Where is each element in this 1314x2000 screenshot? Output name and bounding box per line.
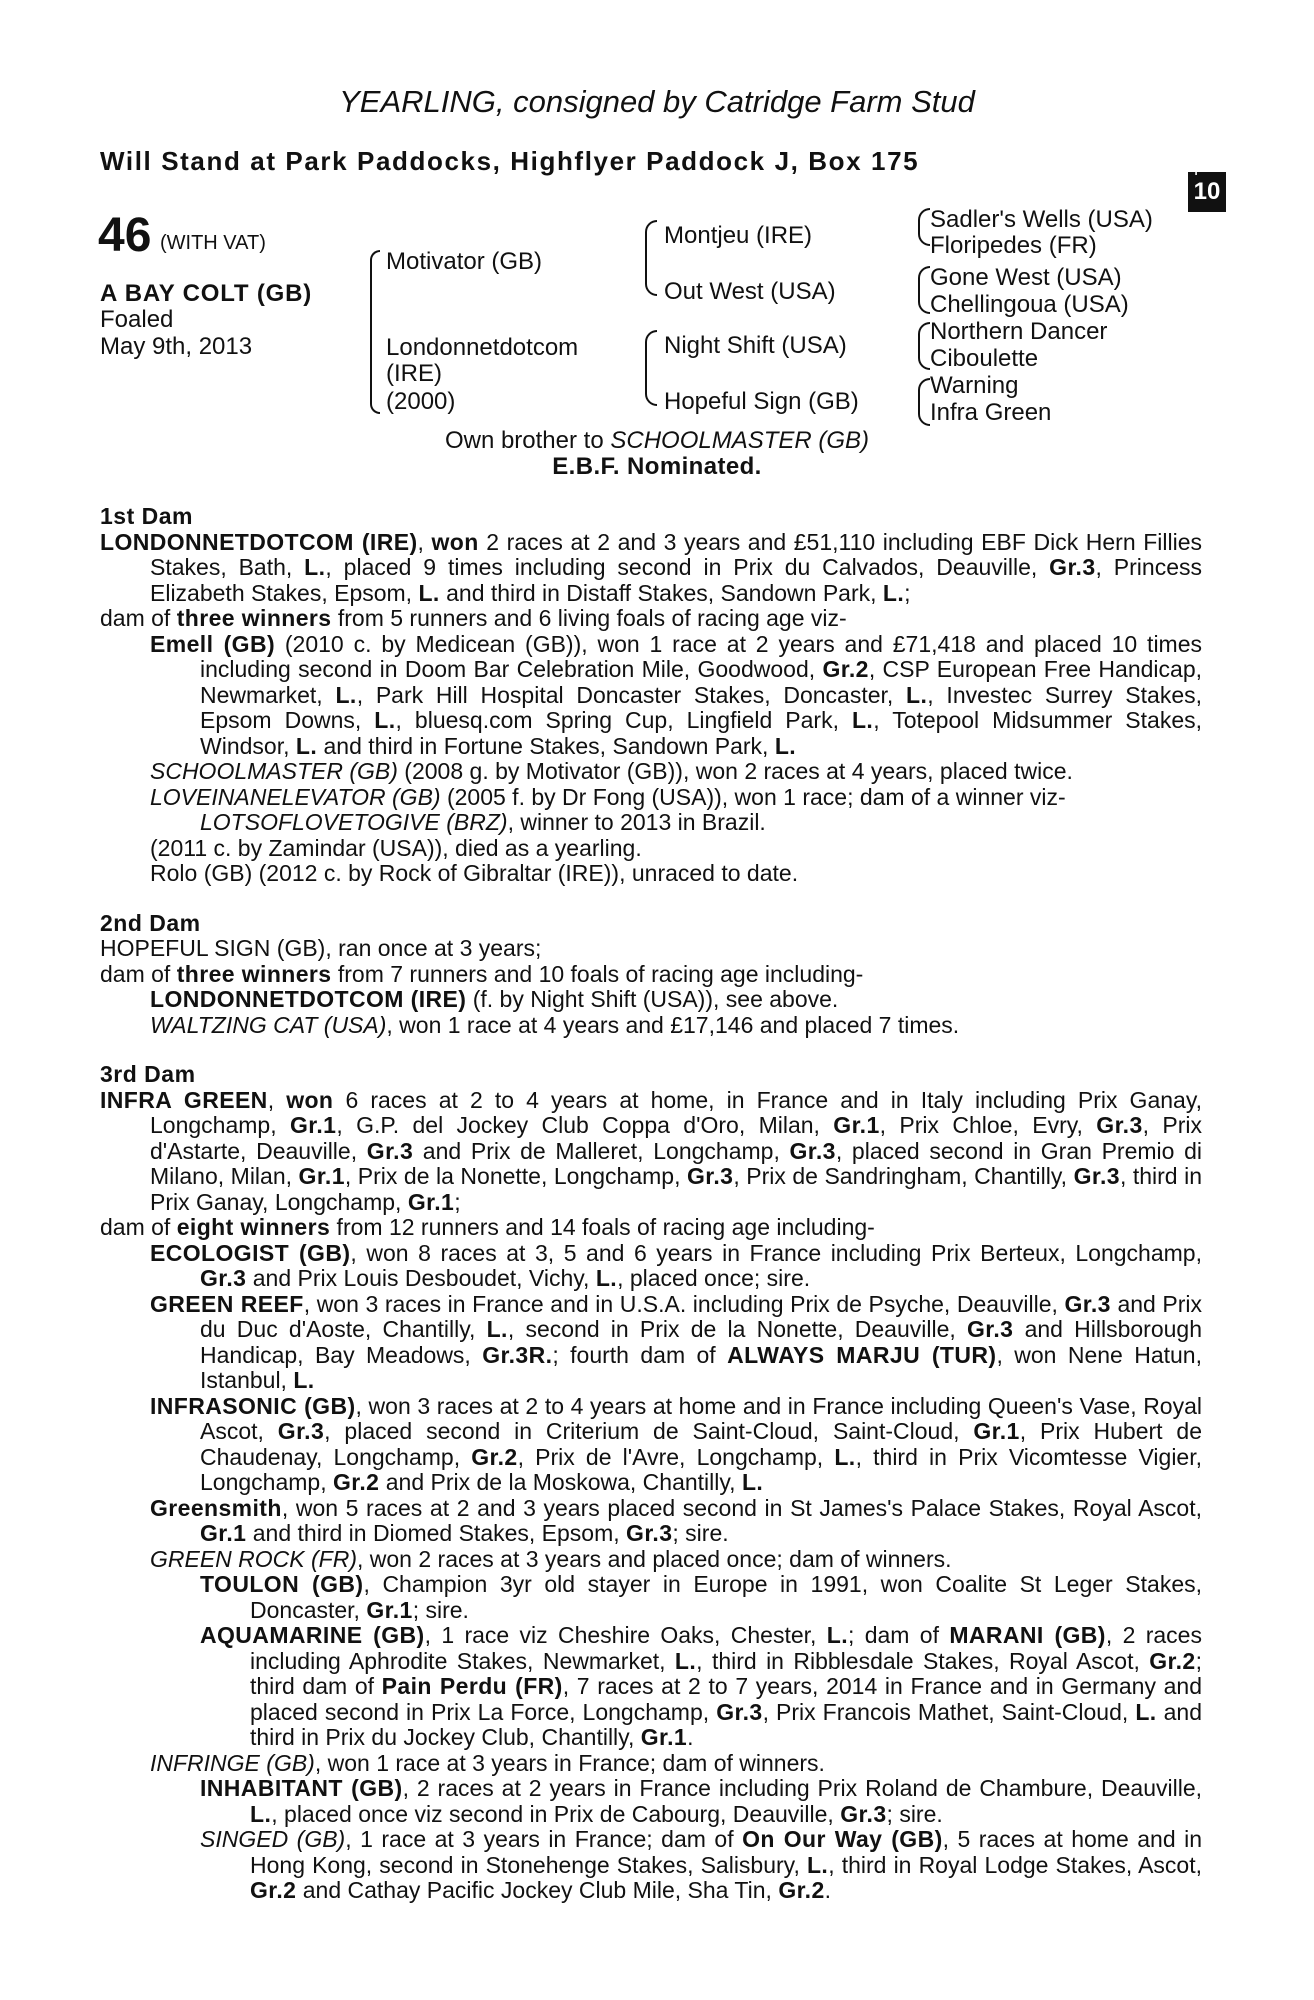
pedigree-dam-1: Londonnetdotcom (386, 334, 579, 361)
pedigree-dd: Hopeful Sign (GB) (664, 388, 859, 415)
produce-rolo: Rolo (GB) (2012 c. by Rock of Gibraltar (IRE)), unraced to date. (150, 860, 799, 886)
lot-number: 46 (98, 209, 152, 262)
pedigree-dsd: Ciboulette (930, 345, 1039, 372)
dam-produce-1: dam of three winners from 5 runners and 6 living foals of racing age viz- (100, 605, 847, 631)
dam-produce-2: dam of three winners from 7 runners and 10 foals of racing age including- (100, 960, 864, 987)
pedigree-ddd: Infra Green (930, 399, 1052, 426)
stand-location: Will Stand at Park Paddocks, Highflyer Paddock J, Box 175 (100, 146, 920, 176)
pedigree-brace-gen1 (370, 250, 380, 414)
pedigree-brace-ds (918, 322, 930, 370)
pedigree-dss: Northern Dancer (930, 318, 1108, 345)
pedigree-ssd: Floripedes (FR) (930, 232, 1097, 259)
pedigree-ss: Montjeu (IRE) (664, 222, 813, 249)
pedigree-sd: Out West (USA) (664, 278, 836, 305)
produce-londonnetdotcom: LONDONNETDOTCOM (IRE) (f. by Night Shift (USA)), see above. (150, 986, 839, 1012)
pedigree-sire: Motivator (GB) (386, 248, 543, 275)
dam-produce-3: dam of eight winners from 12 runners and 14 foals of racing age including- (100, 1214, 875, 1240)
produce-2011: (2011 c. by Zamindar (USA)), died as a yearling. (150, 834, 642, 861)
section-title-3rd-dam: 3rd Dam (100, 1061, 196, 1087)
produce-loveinanelevator: LOVEINANELEVATOR (GB) (2005 f. by Dr Fong (USA)), won 1 race; dam of a winner viz- (150, 783, 1066, 810)
pedigree-dds: Warning (930, 372, 1019, 399)
pedigree-brace-sire (645, 220, 657, 296)
pedigree-brace-ss (918, 208, 930, 246)
produce-ecologist: ECOLOGIST (GB), won 8 races at 3, 5 and 6 years in France including Prix Berteux, Longchamp, Gr.3 and Prix Louis Desboudet, Vichy, L., placed once; sire. (150, 1239, 1202, 1291)
pedigree-note: Own brother to SCHOOLMASTER (GB) (444, 427, 870, 454)
pedigree-sdd: Chellingoua (USA) (930, 291, 1129, 318)
produce-green-reef: GREEN REEF, won 3 races in France and in U.S.A. including Prix de Psyche, Deauville, Gr.3 and Prix du Duc d'Aoste, Chantilly, L., second in Prix de la Nonette, Deauville, Gr.3 and Hillsborough Handicap, Bay Meadows, Gr.3R.; fourth dam of ALWAYS MARJU (TUR), won Nene Hatun, Istanbul, L. (150, 1290, 1203, 1393)
produce-aquamarine: AQUAMARINE (GB), 1 race viz Cheshire Oaks, Chester, L.; dam of MARANI (GB), 2 races including Aphrodite Stakes, Newmarket, L., third in Ribblesdale Stakes, Royal Ascot, Gr.2; third dam of Pain Perdu (FR), 7 races at 2 to 7 years, 2014 in France and in Germany and placed second in Prix La Force, Longchamp, Gr.3, Prix Francois Mathet, Saint-Cloud, L. and third in Prix du Jockey Club, Chantilly, Gr.1. (200, 1622, 1202, 1750)
produce-singed: SINGED (GB), 1 race at 3 years in France; dam of On Our Way (GB), 5 races at home and in Hong Kong, second in Stonehenge Stakes, Salisbury, L., third in Royal Lodge Stakes, Ascot, Gr.2 and Cathay Pacific Jockey Club Mile, Sha Tin, Gr.2. (200, 1826, 1203, 1903)
produce-infrasonic: INFRASONIC (GB), won 3 races at 2 to 4 years at home and in France including Queen's Vase, Royal Ascot, Gr.3, placed second in Criterium de Saint-Cloud, Saint-Cloud, Gr.1, Prix Hubert de Chaudenay, Longchamp, Gr.2, Prix de l'Avre, Longchamp, L., third in Prix Vicomtesse Vigier, Longchamp, Gr.2 and Prix de la Moskowa, Chantilly, L. (150, 1392, 1202, 1495)
produce-record (100, 504, 1202, 1904)
produce-toulon: TOULON (GB), Champion 3yr old stayer in Europe in 1991, won Coalite St Leger Stakes, Doncaster, Gr.1; sire. (200, 1571, 1202, 1623)
horse-name: A BAY COLT (GB) (100, 280, 313, 307)
pedigree-dam-2: (IRE) (386, 360, 442, 387)
produce-waltzing-cat: WALTZING CAT (USA), won 1 race at 4 years and £17,146 and placed 7 times. (150, 1011, 960, 1038)
pedigree-ds: Night Shift (USA) (664, 332, 847, 359)
pedigree-dam-3: (2000) (386, 388, 456, 415)
produce-greensmith: Greensmith, won 5 races at 2 and 3 years placed second in St James's Palace Stakes, Royal Ascot, Gr.1 and third in Diomed Stakes, Epsom, Gr.3; sire. (150, 1494, 1202, 1546)
vat-label: (WITH VAT) (160, 232, 266, 254)
ebf-nomination: E.B.F. Nominated. (552, 453, 762, 480)
produce-emell: Emell (GB) (2010 c. by Medicean (GB)), won 1 race at 2 years and £71,418 and placed 10 times including second in Doom Bar Celebration Mile, Goodwood, Gr.2, CSP European Free Handicap, Newmarket, L., Park Hill Hospital Doncaster Stakes, Doncaster, L., Investec Surrey Stakes, Epsom Downs, L., bluesq.com Spring Cup, Lingfield Park, L., Totepool Midsummer Stakes, Windsor, L. and third in Fortune Stakes, Sandown Park, L. (150, 630, 1203, 759)
dam-record-2: HOPEFUL SIGN (GB), ran once at 3 years; (100, 935, 542, 961)
pedigree-brace-dam (645, 330, 657, 406)
pedigree-sss: Sadler's Wells (USA) (930, 206, 1153, 233)
lot-badge: + 10 (1188, 172, 1226, 212)
produce-schoolmaster: SCHOOLMASTER (GB) (2008 g. by Motivator (GB)), won 2 races at 4 years, placed twice. (150, 758, 1073, 784)
foaled-date: May 9th, 2013 (100, 333, 253, 360)
pedigree-brace-sd (918, 266, 930, 314)
produce-green-rock: GREEN ROCK (FR), won 2 races at 3 years and placed once; dam of winners. (150, 1545, 952, 1572)
section-title-2nd-dam: 2nd Dam (100, 909, 201, 936)
produce-infringe: INFRINGE (GB), won 1 race at 3 years in France; dam of winners. (150, 1749, 825, 1776)
dam-record-1: LONDONNETDOTCOM (IRE), won 2 races at 2 and 3 years and £51,110 including EBF Dick Hern Fillies Stakes, Bath, L., placed 9 times including second in Prix du Calvados, Deauville, Gr.3, Princess Elizabeth Stakes, Epsom, L. and third in Distaff Stakes, Sandown Park, L.; (100, 528, 1202, 606)
pedigree-brace-dd (918, 378, 930, 426)
pedigree-sds: Gone West (USA) (930, 264, 1122, 291)
section-title-1st-dam: 1st Dam (100, 503, 193, 529)
foaled-label: Foaled (100, 306, 174, 333)
produce-lotsoflovetogive: LOTSOFLOVETOGIVE (BRZ), winner to 2013 in Brazil. (200, 809, 766, 835)
page-header: YEARLING, consigned by Catridge Farm Stud (339, 84, 975, 119)
produce-inhabitant: INHABITANT (GB), 2 races at 2 years in France including Prix Roland de Chambure, Deauville, L., placed once viz second in Prix de Cabourg, Deauville, Gr.3; sire. (200, 1775, 1202, 1827)
dam-record-3: INFRA GREEN, won 6 races at 2 to 4 years at home, in France and in Italy including Prix Ganay, Longchamp, Gr.1, G.P. del Jockey Club Coppa d'Oro, Milan, Gr.1, Prix Chloe, Evry, Gr.3, Prix d'Astarte, Deauville, Gr.3 and Prix de Malleret, Longchamp, Gr.3, placed second in Gran Premio di Milano, Milan, Gr.1, Prix de la Nonette, Longchamp, Gr.3, Prix de Sandringham, Chantilly, Gr.3, third in Prix Ganay, Longchamp, Gr.1; (100, 1086, 1203, 1215)
